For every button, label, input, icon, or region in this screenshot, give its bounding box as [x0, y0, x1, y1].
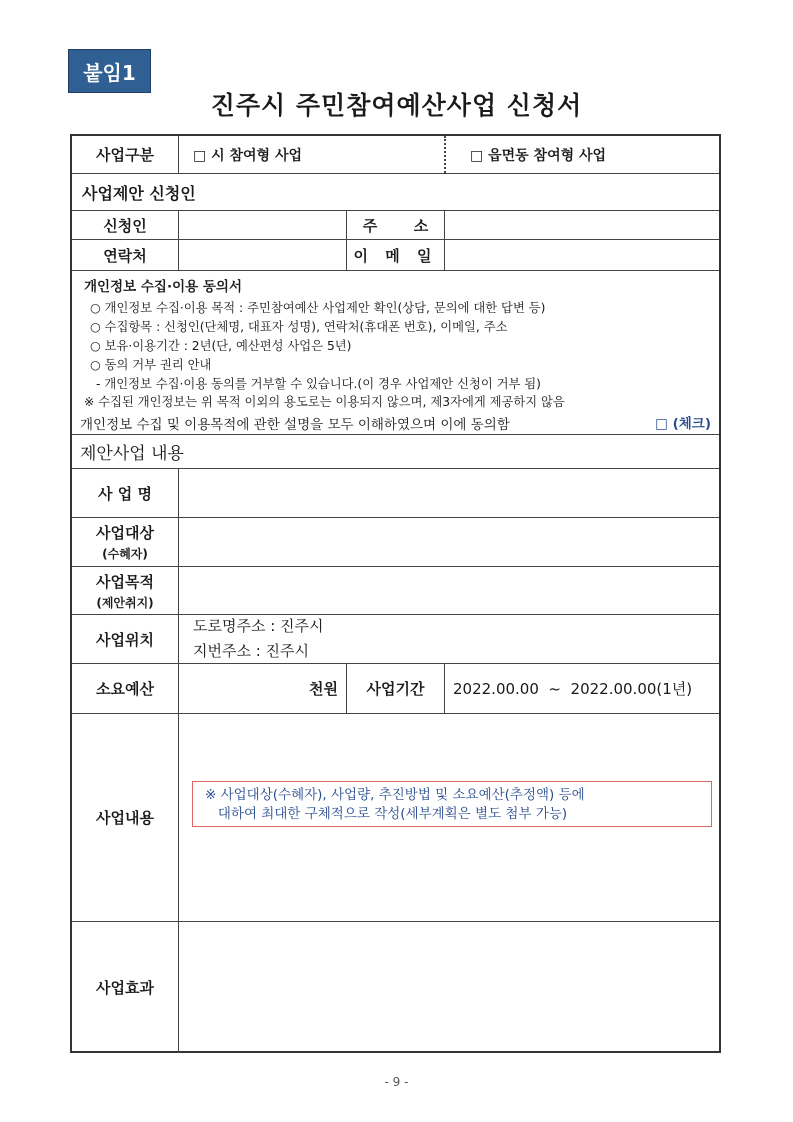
project-purpose-field[interactable]	[178, 567, 719, 614]
project-name-row	[72, 469, 719, 518]
project-target-row	[72, 518, 719, 567]
privacy-agree-checkbox[interactable]: □ (체크)	[655, 416, 711, 432]
email-label: 이 메 일	[346, 240, 444, 270]
project-location-label: 사업위치	[96, 630, 154, 649]
project-content-label: 사업내용	[96, 809, 154, 827]
proposal-section-row	[72, 435, 719, 469]
address-field[interactable]	[444, 211, 719, 239]
project-effect-field[interactable]	[178, 922, 719, 1053]
project-target-field[interactable]	[178, 518, 719, 566]
privacy-item: ○ 보유·이용기간 : 2년(단, 예산편성 사업은 5년)	[90, 339, 352, 353]
budget-row	[72, 664, 719, 714]
privacy-notice: ※ 수집된 개인정보는 위 목적 이외의 용도로는 이용되지 않으며, 제3자에게 제공하지 않음	[84, 395, 565, 409]
period-field[interactable]: 2022.00.00 ~ 2022.00.00(1년)	[444, 664, 719, 713]
project-purpose-sub: (제안취지)	[96, 595, 154, 610]
project-target-sub: (수혜자)	[102, 547, 148, 561]
town-type-checkbox[interactable]: □ 읍면동 참여형 사업	[444, 136, 719, 173]
privacy-item: ○ 개인정보 수집·이용 목적 : 주민참여예산 사업제안 확인(상담, 문의에 대한 답변 등)	[90, 301, 546, 315]
project-target-label	[72, 518, 178, 566]
project-name-field[interactable]	[178, 469, 719, 517]
privacy-item: ○ 수집항목 : 신청인(단체명, 대표자 성명), 연락처(휴대폰 번호), 이메일, 주소	[90, 320, 508, 334]
project-target-title: 사업대상	[96, 524, 154, 542]
applicant-section-heading: 사업제안 신청인	[82, 183, 196, 203]
business-type-label: 사업구분	[96, 146, 154, 164]
contact-field[interactable]	[178, 240, 346, 270]
privacy-agree-text: 개인정보 수집 및 이용목적에 관한 설명을 모두 이해하였으며 이에 동의함	[80, 417, 510, 433]
project-purpose-label	[72, 567, 178, 614]
project-name-label: 사 업 명	[98, 484, 152, 503]
privacy-heading: 개인정보 수집·이용 동의서	[84, 279, 242, 295]
applicant-name-field[interactable]	[178, 211, 346, 239]
project-effect-row	[72, 922, 719, 1053]
proposal-section-heading: 제안사업 내용	[80, 444, 184, 464]
applicant-section-row	[72, 174, 719, 211]
privacy-item: - 개인정보 수집·이용 동의를 거부할 수 있습니다.(이 경우 사업제안 신청이 거부 됨)	[96, 377, 541, 391]
note-line: 대하여 최대한 구체적으로 작성(세부계획은 별도 첨부 가능)	[205, 806, 568, 822]
applicant-name-row	[72, 211, 719, 240]
period-label: 사업기간	[346, 664, 444, 713]
budget-unit: 천원	[309, 680, 338, 698]
project-purpose-title: 사업목적	[96, 572, 154, 591]
page-number: - 9 -	[384, 1075, 409, 1089]
contact-label: 연락처	[103, 246, 147, 265]
project-location-row	[72, 615, 719, 664]
project-location-field[interactable]	[178, 615, 719, 663]
project-purpose-row	[72, 567, 719, 615]
budget-label: 소요예산	[96, 680, 154, 698]
content-guidance-note	[192, 781, 712, 827]
email-field[interactable]	[444, 240, 719, 270]
road-address-text: 도로명주소 : 진주시	[193, 617, 324, 635]
lot-address-text: 지번주소 : 진주시	[193, 642, 310, 660]
address-label: 주 소	[346, 211, 444, 239]
attachment-badge: 붙임1	[68, 49, 151, 93]
page-title: 진주시 주민참여예산사업 신청서	[210, 91, 583, 120]
note-line: ※ 사업대상(수혜자), 사업량, 추진방법 및 소요예산(추정액) 등에	[205, 787, 585, 803]
applicant-contact-row	[72, 240, 719, 271]
project-effect-label: 사업효과	[96, 979, 154, 997]
privacy-consent-block	[72, 271, 719, 435]
budget-field[interactable]	[178, 664, 346, 713]
applicant-name-label: 신청인	[103, 216, 147, 235]
business-type-row	[72, 136, 719, 174]
city-type-checkbox[interactable]: □ 시 참여형 사업	[178, 136, 444, 173]
privacy-item: ○ 동의 거부 권리 안내	[90, 358, 212, 372]
application-form	[70, 134, 721, 1053]
